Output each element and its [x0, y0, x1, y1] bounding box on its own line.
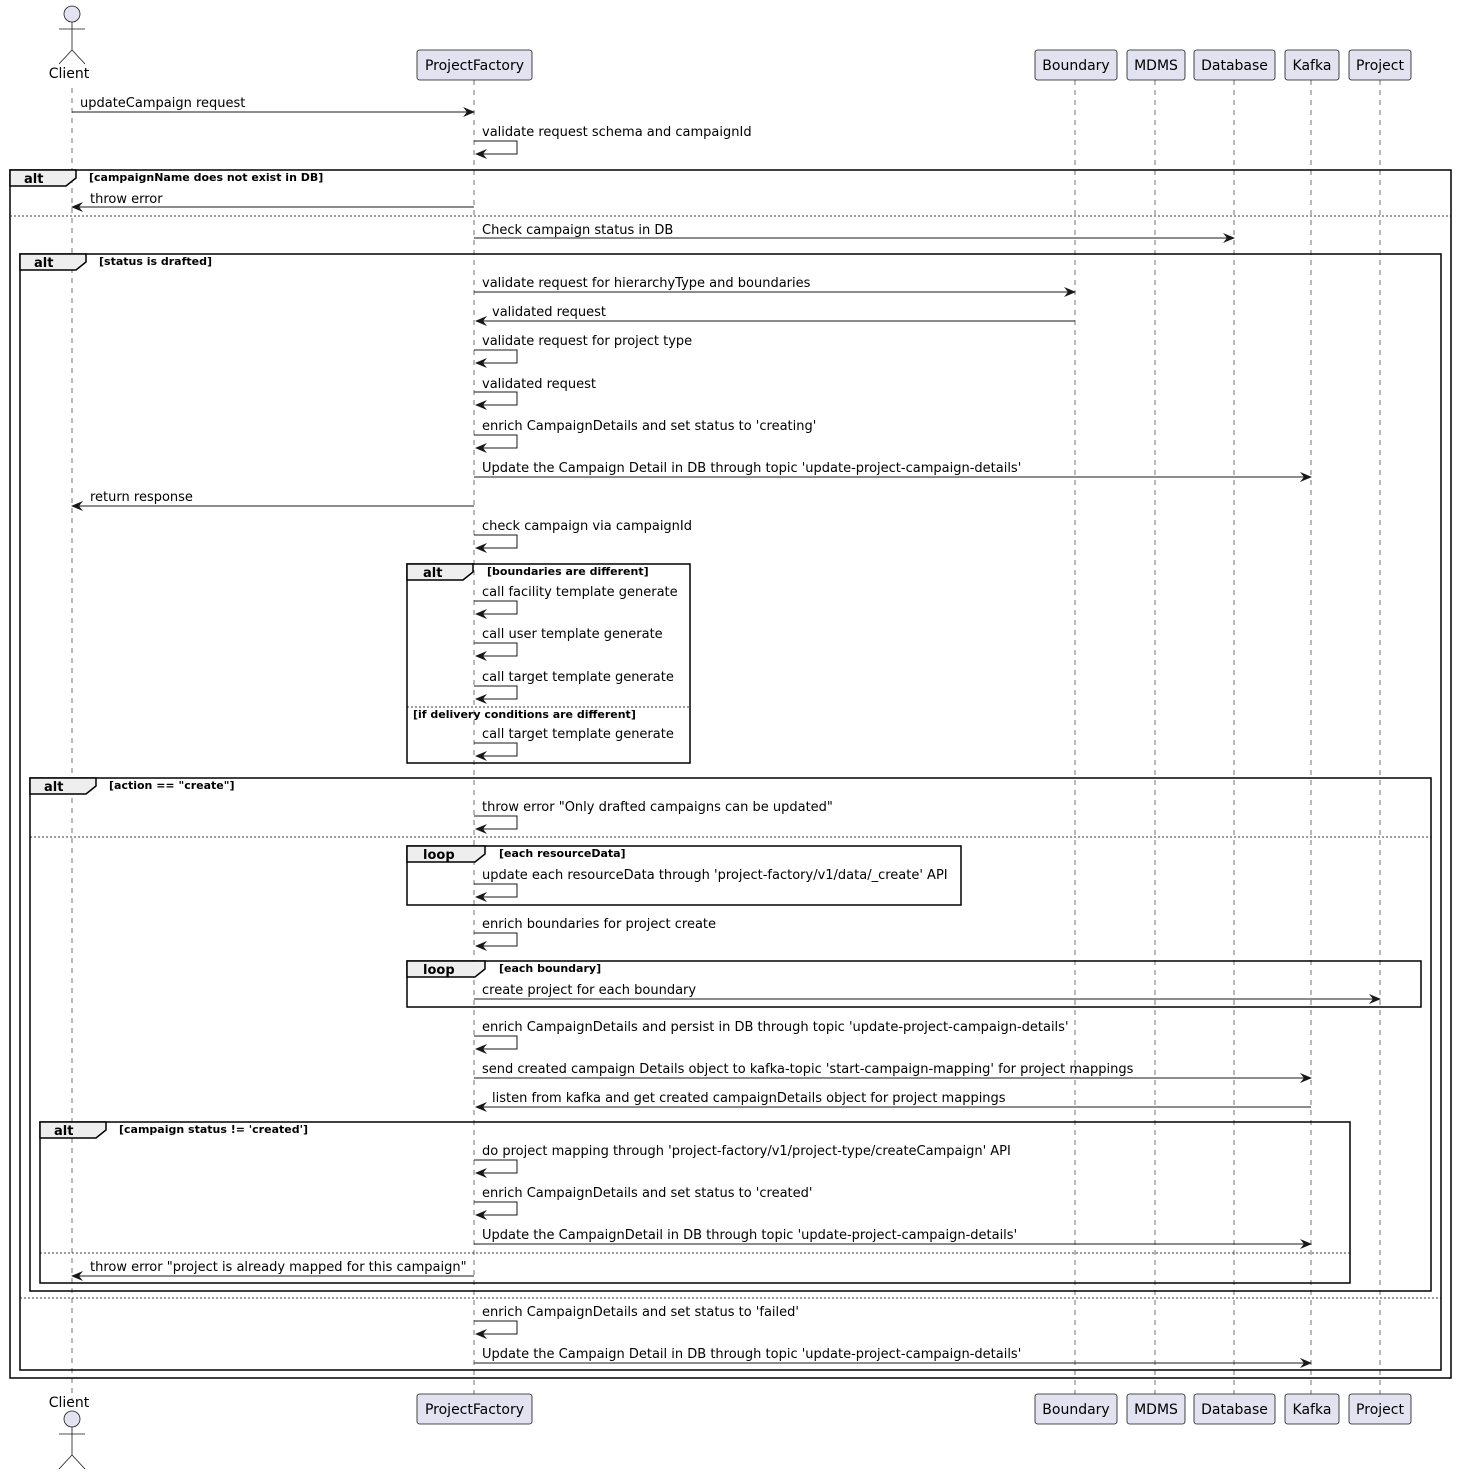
participant-label-project: Project [1356, 58, 1404, 74]
message-label: listen from kafka and get created campaignDetails object for project mappings [492, 1091, 1006, 1106]
message-label: updateCampaign request [80, 96, 246, 111]
message-label: validated request [482, 377, 596, 392]
message-throw-already-mapped [72, 1260, 474, 1276]
message-label: call user template generate [482, 627, 663, 642]
participant-label-boundary: Boundary [1042, 58, 1110, 74]
message-update-campaign-detail-failed [474, 1347, 1311, 1363]
participant-projectfactory-bottom [417, 1394, 532, 1424]
message-self-enrich-failed [474, 1305, 799, 1334]
participant-projectfactory-top [417, 50, 532, 80]
message-label: enrich CampaignDetails and set status to 'creating' [482, 419, 817, 434]
message-label: throw error "project is already mapped for this campaign" [90, 1260, 467, 1275]
participant-label-boundary: Boundary [1042, 1402, 1110, 1418]
message-self-target-template-delivery [474, 727, 674, 756]
message-label: validate request schema and campaignId [482, 125, 752, 140]
participant-database-bottom [1194, 1394, 1275, 1424]
message-self-enrich-creating [474, 419, 816, 448]
message-update-campaign-request [72, 96, 474, 112]
message-self-user-template [474, 627, 663, 656]
message-throw-error [72, 192, 474, 207]
fragment-keyword: loop [423, 848, 455, 863]
fragment-keyword: alt [54, 1124, 74, 1139]
fragment-guard: [campaign status != 'created'] [119, 1123, 308, 1136]
participant-label-mdms: MDMS [1134, 1402, 1178, 1418]
message-label: enrich CampaignDetails and set status to 'created' [482, 1186, 813, 1201]
fragment-guard: [status is drafted] [99, 255, 212, 268]
fragment-guard: [action == "create"] [109, 779, 235, 792]
message-label: validate request for project type [482, 334, 693, 349]
participant-kafka-top [1285, 50, 1339, 80]
participant-boundary-bottom [1035, 1394, 1117, 1424]
message-label: create project for each boundary [482, 983, 697, 998]
message-label: enrich boundaries for project create [482, 917, 716, 932]
message-label: validated request [492, 305, 606, 320]
message-self-validate-schema [474, 125, 752, 154]
message-label: Update the Campaign Detail in DB through topic 'update-project-campaign-details' [482, 461, 1022, 476]
message-listen-from-kafka [476, 1091, 1311, 1107]
participant-kafka-bottom [1285, 1394, 1339, 1424]
message-validate-hierarchy [474, 276, 1075, 292]
message-self-validated-request [474, 377, 596, 405]
participant-label-project: Project [1356, 1402, 1404, 1418]
fragment-guard: [boundaries are different] [487, 565, 649, 578]
participant-boundary-top [1035, 50, 1117, 80]
message-label: update each resourceData through 'project-factory/v1/data/_create' API [482, 868, 948, 883]
fragment-keyword: alt [44, 780, 64, 795]
participant-mdms-top [1127, 50, 1185, 80]
fragment-keyword: alt [34, 256, 54, 271]
actor-client-top [49, 6, 90, 82]
message-label: call facility template generate [482, 585, 678, 600]
actor-icon [59, 1411, 85, 1469]
participant-label-client: Client [48, 66, 90, 82]
message-label: validate request for hierarchyType and boundaries [482, 276, 811, 291]
fragment-keyword: alt [24, 172, 44, 187]
participant-project-bottom [1349, 1394, 1411, 1424]
message-label: call target template generate [482, 670, 674, 685]
message-update-campaigndetail-kafka [474, 1228, 1311, 1244]
message-label: Update the Campaign Detail in DB through topic 'update-project-campaign-details' [482, 1347, 1022, 1362]
message-label: Check campaign status in DB [482, 223, 674, 238]
fragment-guard: [campaignName does not exist in DB] [89, 171, 324, 184]
participant-label-kafka: Kafka [1292, 58, 1332, 74]
participant-mdms-bottom [1127, 1394, 1185, 1424]
participant-label-database: Database [1201, 1402, 1268, 1418]
message-label: check campaign via campaignId [482, 519, 693, 534]
messages [72, 96, 1380, 1363]
fragment-keyword: loop [423, 963, 455, 978]
message-label: enrich CampaignDetails and persist in DB through topic 'update-project-campaign-details' [482, 1020, 1069, 1035]
participants-bottom [49, 1394, 1411, 1469]
participant-label-projectfactory: ProjectFactory [424, 1402, 525, 1418]
message-label: send created campaign Details object to kafka-topic 'start-campaign-mapping' for project mappings [482, 1062, 1134, 1077]
message-label: throw error "Only drafted campaigns can be updated" [482, 800, 833, 815]
fragment-guard: [each boundary] [499, 962, 602, 975]
participant-label-client: Client [48, 1395, 90, 1411]
message-self-target-template [474, 670, 674, 699]
message-label: return response [90, 490, 193, 505]
message-label: throw error [90, 192, 163, 207]
participant-project-top [1349, 50, 1411, 80]
message-self-enrich-created [474, 1186, 812, 1215]
participant-database-top [1194, 50, 1275, 80]
message-validated-request-return [476, 305, 1075, 321]
message-self-update-resource-data [474, 868, 948, 897]
actor-icon [59, 6, 85, 64]
message-self-throw-only-drafted [474, 800, 833, 829]
participant-label-mdms: MDMS [1134, 58, 1178, 74]
message-label: enrich CampaignDetails and set status to 'failed' [482, 1305, 799, 1320]
message-return-response [72, 490, 474, 506]
message-update-campaign-detail-kafka [474, 461, 1311, 477]
participants-top [49, 6, 1411, 82]
message-self-enrich-boundaries [474, 917, 716, 946]
participant-label-projectfactory: ProjectFactory [424, 58, 525, 74]
message-label: Update the CampaignDetail in DB through topic 'update-project-campaign-details' [482, 1228, 1018, 1243]
message-self-validate-project-type [474, 334, 692, 363]
message-create-project [474, 983, 1380, 999]
fragment-else-guard: [if delivery conditions are different] [413, 708, 636, 721]
participant-label-database: Database [1201, 58, 1268, 74]
message-check-status [474, 223, 1234, 238]
fragment-guard: [each resourceData] [499, 847, 626, 860]
message-send-to-kafka [474, 1062, 1311, 1078]
message-self-project-mapping [474, 1144, 1011, 1173]
message-label: do project mapping through 'project-factory/v1/project-type/createCampaign' API [482, 1144, 1011, 1159]
message-self-enrich-persist [474, 1020, 1069, 1049]
message-self-check-campaign [474, 519, 692, 548]
message-label: call target template generate [482, 727, 674, 742]
fragment-keyword: alt [423, 566, 443, 581]
actor-client-bottom [49, 1395, 90, 1469]
message-self-facility-template [474, 585, 678, 614]
participant-label-kafka: Kafka [1292, 1402, 1332, 1418]
